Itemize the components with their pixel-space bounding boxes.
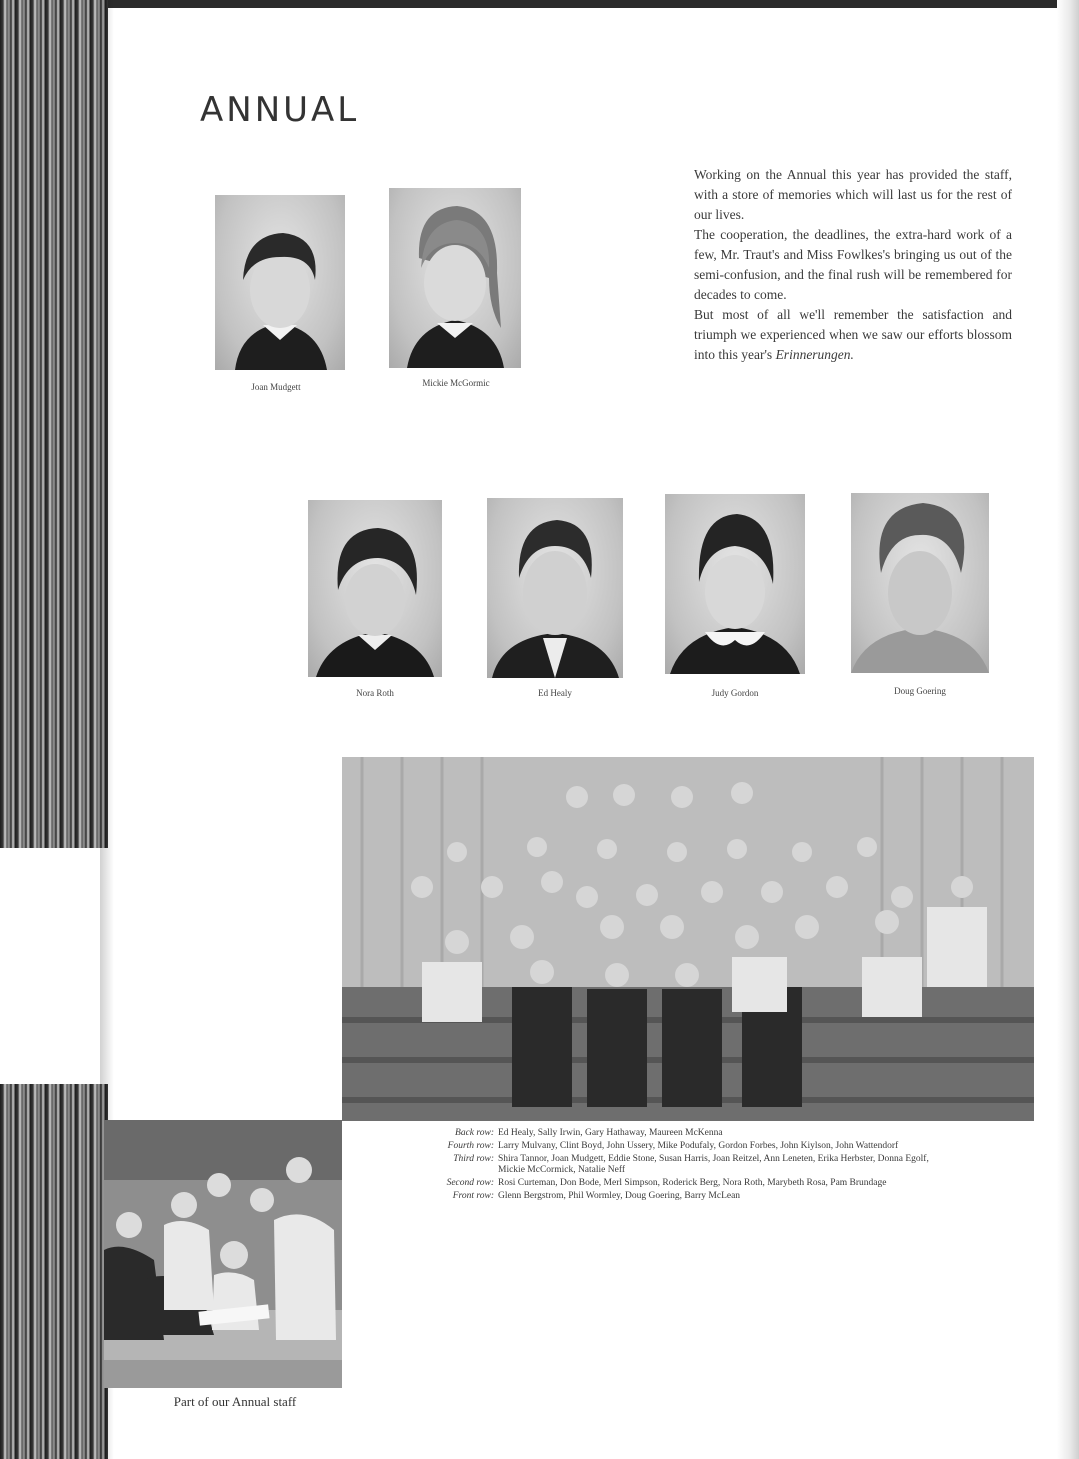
candid-photo <box>104 1120 342 1388</box>
intro-paragraph-1: Working on the Annual this year has provided the staff, with a store of memories which will last us for the rest of our lives. <box>694 167 1012 222</box>
group-photo-caption <box>422 1128 942 1204</box>
portrait-photo-nora-roth <box>308 500 442 677</box>
portrait-photo-judy-gordon <box>665 494 805 674</box>
intro-paragraph-2: The cooperation, the deadlines, the extra-hard work of a few, Mr. Traut's and Miss Fowlkes's bringing us out of the semi-confusion, and the final rush will be remembered for decades to come. <box>694 227 1012 302</box>
binding-gap <box>28 848 108 1084</box>
row-names: Rosi Curteman, Don Bode, Merl Simpson, Roderick Berg, Nora Roth, Marybeth Rosa, Pam Brundage <box>498 1178 887 1188</box>
intro-paragraph-3 <box>694 305 1012 365</box>
row-names: Shira Tannor, Joan Mudgett, Eddie Stone, Susan Harris, Joan Reitzel, Ann Leneten, Erika Herbster, Donna Egolf, Mickie McCormick, Natalie Neff <box>498 1154 929 1175</box>
caption-row-second <box>422 1178 942 1189</box>
row-label: Second row: <box>446 1178 494 1188</box>
intro-paragraph-3-text: But most of all we'll remember the satisfaction and triumph we experienced when we saw our efforts blossom into this year's <box>694 307 1012 362</box>
portrait-caption-judy-gordon: Judy Gordon <box>711 688 759 698</box>
row-label: Fourth row: <box>447 1141 494 1151</box>
caption-row-fourth <box>422 1141 942 1152</box>
group-photo-image <box>342 757 1034 1121</box>
row-label: Third row: <box>453 1154 494 1164</box>
caption-row-back <box>422 1128 942 1139</box>
portrait-caption-mickie-mcgormic: Mickie McGormic <box>422 378 490 388</box>
yearbook-name: Erinnerungen. <box>775 347 854 362</box>
row-label: Front row: <box>452 1191 494 1201</box>
group-photo <box>342 757 1034 1121</box>
page-title: ANNUAL <box>200 90 360 130</box>
binding-notch <box>0 848 28 1084</box>
page-right-edge <box>1057 0 1079 1459</box>
caption-row-front <box>422 1191 942 1202</box>
intro-text <box>694 165 1012 365</box>
portrait-caption-doug-goering: Doug Goering <box>894 686 946 696</box>
portrait-image <box>215 195 345 370</box>
row-names: Ed Healy, Sally Irwin, Gary Hathaway, Maureen McKenna <box>498 1128 723 1138</box>
portrait-image <box>851 493 989 673</box>
portrait-caption-ed-healy: Ed Healy <box>538 688 572 698</box>
row-names: Larry Mulvany, Clint Boyd, John Ussery, Mike Podufaly, Gordon Forbes, John Kiylson, John Wattendorf <box>498 1141 899 1151</box>
row-names: Glenn Bergstrom, Phil Wormley, Doug Goering, Barry McLean <box>498 1191 741 1201</box>
portrait-image <box>487 498 623 678</box>
portrait-photo-joan-mudgett <box>215 195 345 370</box>
portrait-photo-ed-healy <box>487 498 623 678</box>
portrait-photo-doug-goering <box>851 493 989 673</box>
caption-row-third <box>422 1154 942 1176</box>
candid-photo-caption: Part of our Annual staff <box>173 1394 297 1409</box>
portrait-caption-nora-roth: Nora Roth <box>356 688 394 698</box>
row-label: Back row: <box>455 1128 494 1138</box>
portrait-photo-mickie-mcgormic <box>389 188 521 368</box>
portrait-image <box>389 188 521 368</box>
book-binding <box>0 0 108 1459</box>
portrait-caption-joan-mudgett: Joan Mudgett <box>251 382 301 392</box>
portrait-image <box>665 494 805 674</box>
page-top-edge <box>0 0 1079 8</box>
candid-photo-image <box>104 1120 342 1388</box>
portrait-image <box>308 500 442 677</box>
